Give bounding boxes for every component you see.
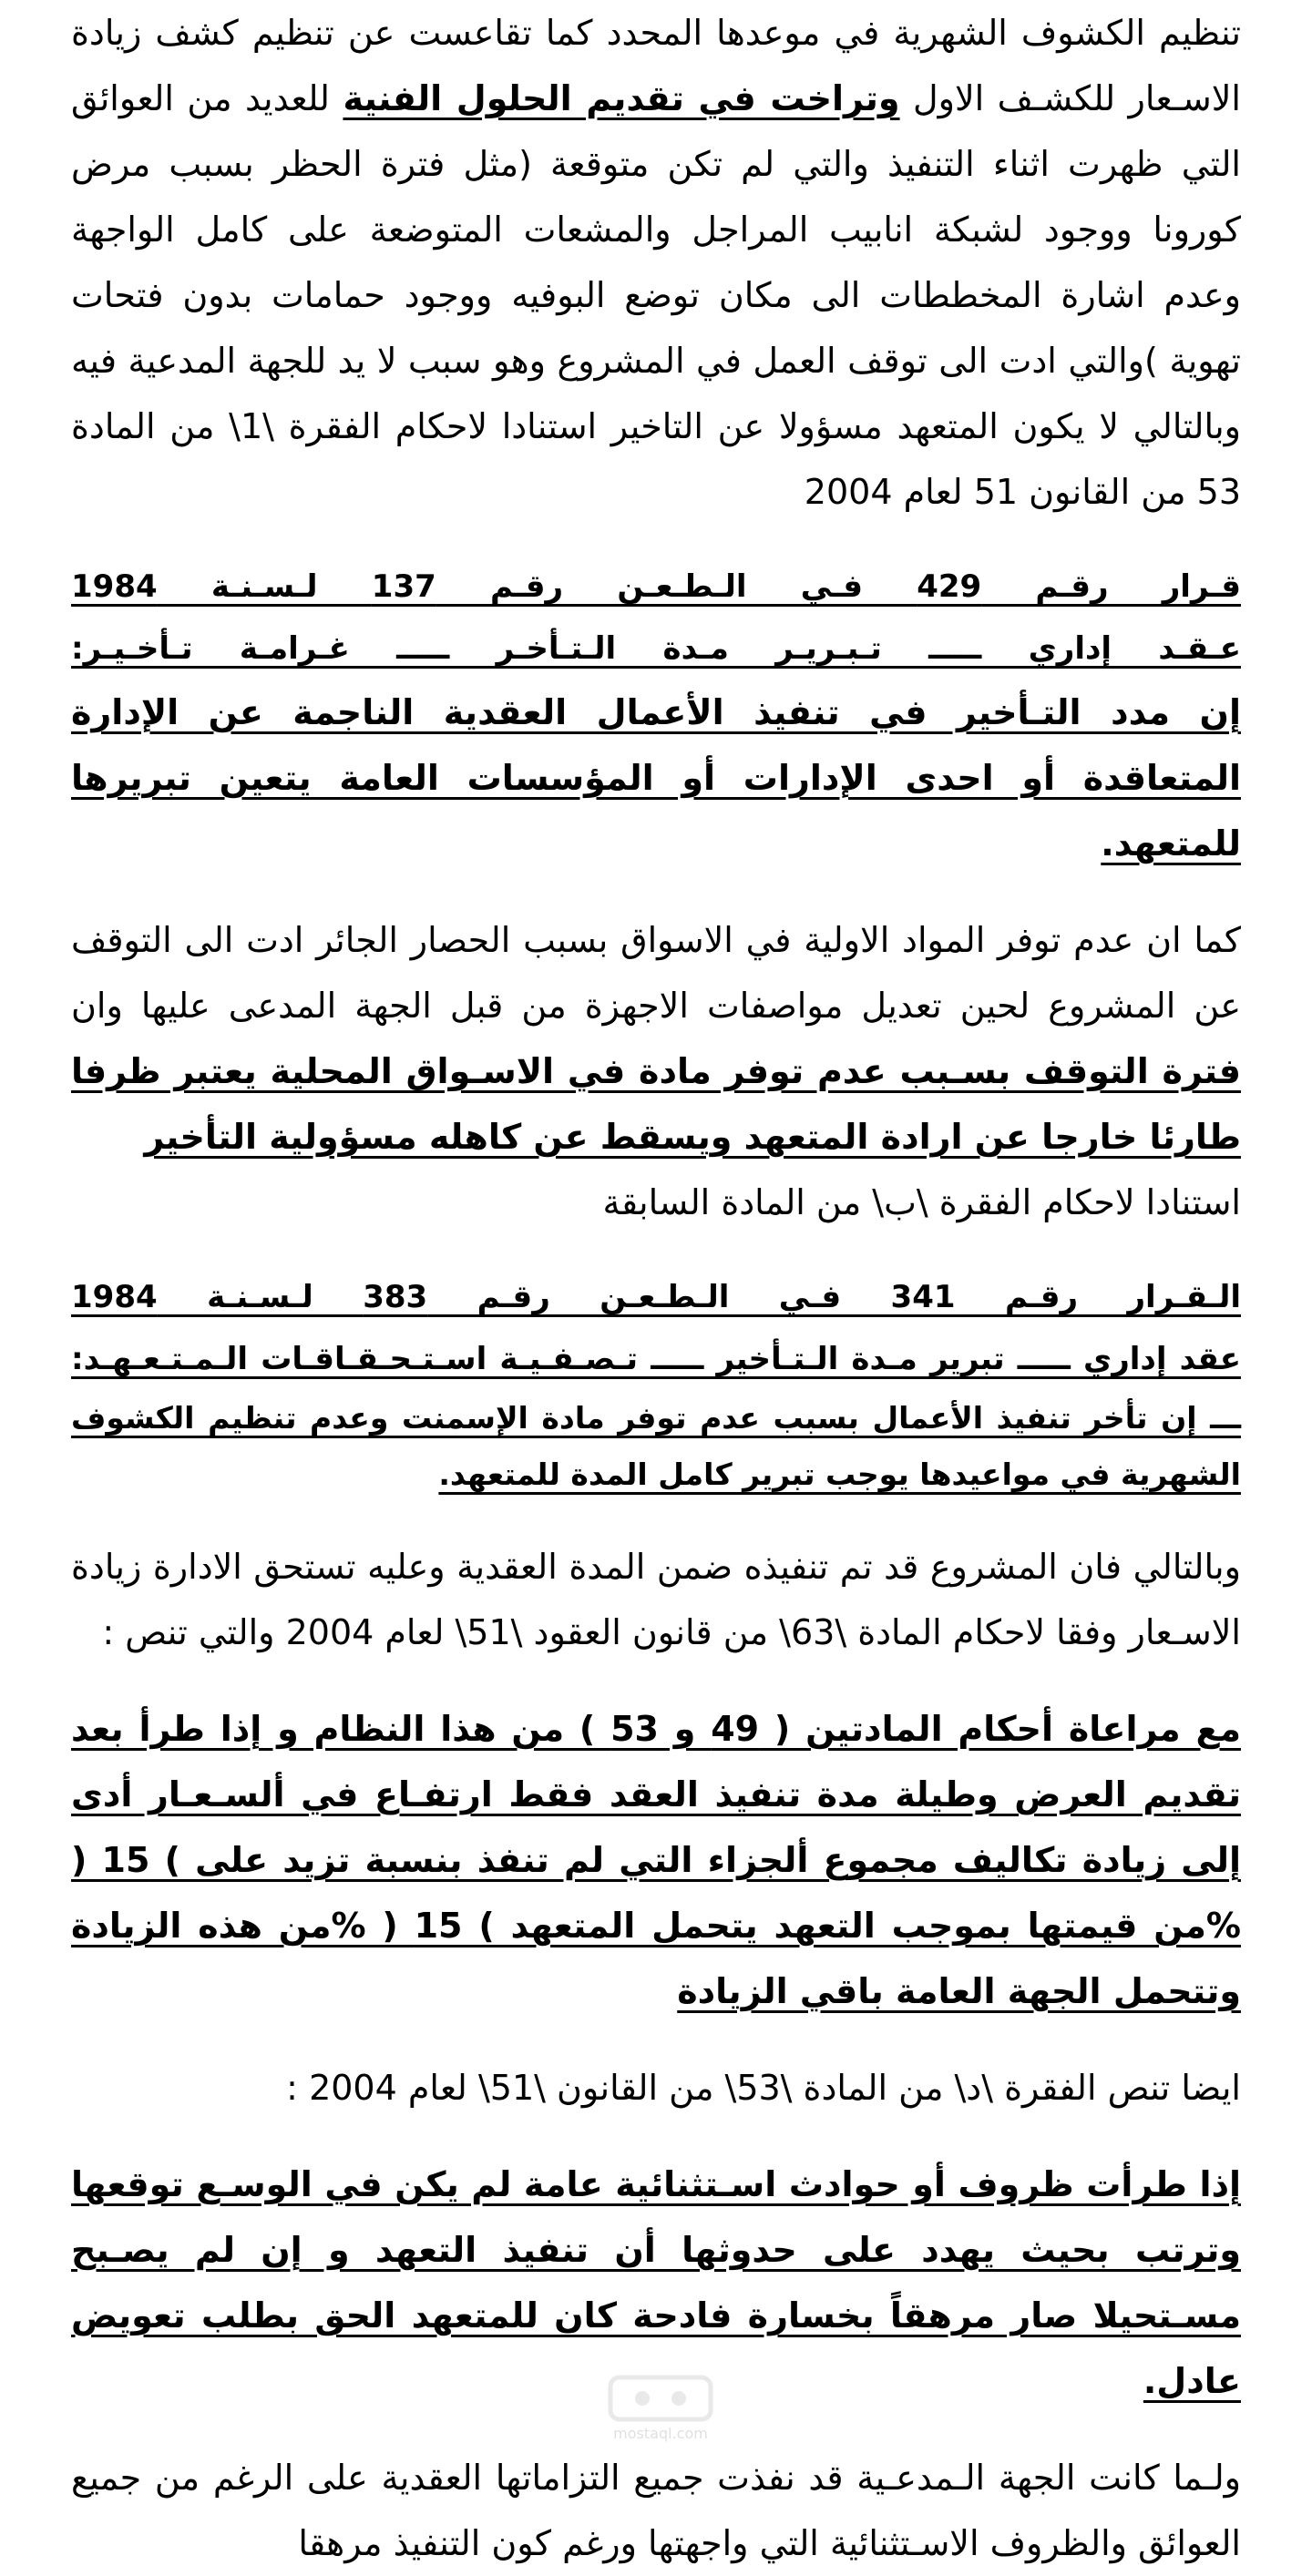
quote-article-63: مع مراعاة أحكام المادتين ( 49 و 53 ) من هذا النظام و إذا طرأ بعد تقديم العرض وطيلة مدة تنفيذ العقد فقط ارتفـاع في ألسـعـار أدى إلى زيادة تكاليف مجموع ألجزاء التي لم تنفذ بنسبة تزيد على ) 15 ( %من قيمتها بموجب التعهد يتحمل المتعهد ) 15 ( %من هذه الزيادة وتتحمل الجهة العامة باقي الزيادة	[71, 1709, 1241, 2011]
watermark-text: mostaql.com	[613, 2425, 708, 2442]
ruling-341-block	[71, 1266, 1241, 1503]
ruling-341-subheading	[71, 1328, 1241, 1390]
p1-emphasis: وتراخت في تقديم الحلول الفنية	[343, 78, 900, 118]
paragraph-price-increase: وبالتالي فان المشروع قد تم تنفيذه ضمن المدة العقدية وعليه تستحق الادارة زيادة الاسـعار وفقا لاحكام المادة \63\ من قانون العقود \51\ لعام 2004 والتي تنص :	[71, 1547, 1241, 1652]
ruling-429-subheading	[71, 618, 1241, 680]
p1-line-3: للعديد من العوائق التي ظهرت اثناء التنفيذ والتي لم تكن متوقعة (مثل فترة الحظر بسبب مرض كورونا ووجود لشبكة انابيب المراجل والمشعات المتوضعة على كامل الواجهة وعدم اشارة المخططات الى مكان توضع البوفيه ووجود حمامات بدون فتحات تهوية )والتي ادت الى توقف العمل في المشروع وهو سبب لا يد للجهة المدعية فيه وبالتالي لا يكون المتعهد مسؤولا عن التاخير	[71, 78, 1241, 446]
ruling-429-line-1: قـرار رقـم 429 فـي الـطـعـن رقـم 137 لـسـنـة 1984	[71, 568, 1241, 605]
ruling-341-heading	[71, 1266, 1241, 1328]
quote-article-53-d: إذا طرأت ظروف أو حوادث اسـتثنائية عامة لم يكن في الوسـع توقعها وترتب بحيث يهدد على حدوثها أن تنفيذ التعهد و إن لم يصـبح مسـتحيلا صار مرهقاً بخسارة فادحة كان للمتعهد الحق بطلب تعويض عادل.	[71, 2164, 1241, 2401]
ruling-429-body: إن مدد التـأخير في تنفيذ الأعمال العقدية الناجمة عن الإدارة المتعاقدة أو احدى الإدارات أو المؤسسات العامة يتعين تبريرها للمتعهد.	[71, 692, 1241, 864]
ruling-341-line-2: عقد إداري ـــــ تبرير مـدة الـتـأخير ـــــ تـصـفـيـة اسـتـحـقـاقـات الـمـتـعـهـد:	[71, 1341, 1241, 1377]
p1-line-2: زيادة الاسـعار للكشـف الاول	[71, 13, 1241, 118]
ruling-429-block	[71, 556, 1241, 876]
ruling-429-heading	[71, 556, 1241, 618]
paragraph-article-53-intro: ايضا تنص الفقرة \د\ من المادة \53\ من القانون \51\ لعام 2004 :	[286, 2068, 1241, 2108]
ruling-341-body: ـــ إن تأخر تنفيذ الأعمال بسبب عدم توفر مادة الإسمنت وعدم تنظيم الكشوف الشهرية في مواعيدها يوجب تبرير كامل المدة للمتعهد.	[71, 1400, 1241, 1492]
p2-emphasis: فترة التوقف بسـبب عدم توفر مادة في الاسـواق المحلية يعتبر ظرفا طارئا خارجا عن ارادة المتعهد ويسقط عن كاهله مسؤولية التأخير	[71, 1051, 1241, 1157]
p2-citation: استنادا لاحكام الفقرة \ب\ من المادة السابقة	[602, 1182, 1241, 1222]
p1-line-1: تنظيم الكشوف الشهرية في موعدها المحدد كما تقاعست عن تنظيم كشف	[155, 13, 1241, 53]
ruling-341-line-1: الـقـرار رقـم 341 فـي الـطـعـن رقـم 383 لـسـنـة 1984	[71, 1279, 1241, 1315]
p1-citation: استنادا لاحكام الفقرة \1\ من المادة 53 من القانون 51 لعام 2004	[71, 406, 1241, 512]
ruling-429-line-2: عـقـد إداري ـــــ تـبـريـر مـدة الـتـأخـر ـــــ غـرامـة تـأخـيـر:	[71, 630, 1241, 667]
paragraph-materials-shortage	[71, 907, 1241, 1235]
paragraph-delay-causes	[71, 0, 1241, 525]
p2-text-a: كما ان عدم توفر المواد الاولية في الاسواق بسبب الحصار الجائر ادت الى التوقف عن المشروع لحين تعديل مواصفات الاجهزة من قبل الجهة المدعى عليها وان	[71, 920, 1241, 1026]
paragraph-conclusion: ولـما كانت الجهة الـمدعـية قد نفذت جميع التزاماتها العقدية على الرغم من جميع العوائق والظروف الاسـتثنائية التي واجهتها ورغم كون التنفيذ مرهقا	[71, 2458, 1241, 2563]
